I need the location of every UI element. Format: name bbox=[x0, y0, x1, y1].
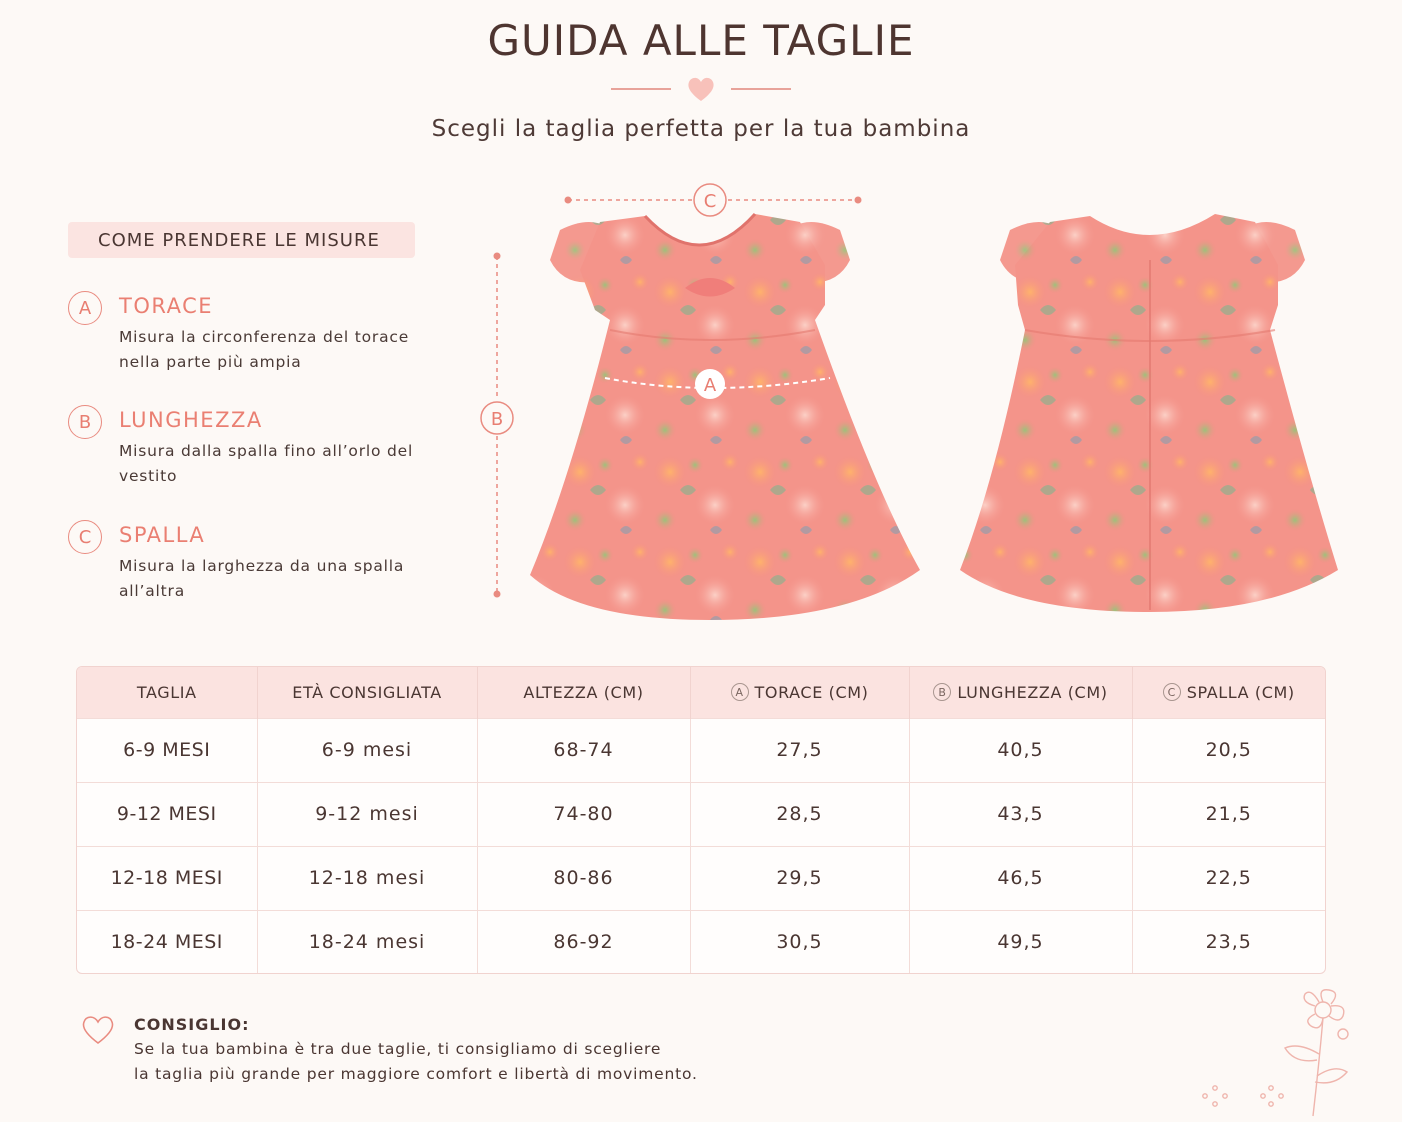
header-chest: A TORACE (CM) bbox=[690, 667, 909, 718]
cell-height: 86-92 bbox=[477, 910, 690, 974]
label-a: A bbox=[703, 375, 717, 396]
tip-title: CONSIGLIO: bbox=[134, 1015, 250, 1034]
length-measure-line bbox=[481, 253, 513, 598]
cell-length: 46,5 bbox=[909, 846, 1132, 910]
heart-icon bbox=[685, 74, 717, 104]
tip-line-1: Se la tua bambina è tra due taglie, ti consigliamo di scegliere bbox=[134, 1040, 662, 1058]
cell-shoulder: 22,5 bbox=[1132, 846, 1325, 910]
size-table bbox=[76, 666, 1326, 974]
dress-back bbox=[960, 214, 1338, 612]
cell-length: 43,5 bbox=[909, 782, 1132, 846]
table-row bbox=[77, 846, 1325, 910]
shoulder-measure-line bbox=[565, 184, 862, 216]
how-to-measure-label: COME PRENDERE LE MISURE bbox=[68, 222, 415, 258]
cell-size: 6-9 MESI bbox=[77, 718, 257, 782]
table-header-row bbox=[77, 667, 1325, 718]
header-length: B LUNGHEZZA (CM) bbox=[909, 667, 1132, 718]
cell-size: 9-12 MESI bbox=[77, 782, 257, 846]
flower-decoration-icon bbox=[1195, 984, 1375, 1119]
measure-title: SPALLA bbox=[119, 523, 206, 547]
label-c: C bbox=[703, 191, 717, 212]
table-row bbox=[77, 782, 1325, 846]
table-row bbox=[77, 910, 1325, 974]
cell-chest: 29,5 bbox=[690, 846, 909, 910]
tip-text bbox=[134, 1037, 734, 1087]
measure-item-length bbox=[68, 405, 428, 495]
cell-chest: 30,5 bbox=[690, 910, 909, 974]
cell-size: 18-24 MESI bbox=[77, 910, 257, 974]
measure-item-chest bbox=[68, 291, 428, 381]
cell-age: 6-9 mesi bbox=[257, 718, 477, 782]
cell-age: 12-18 mesi bbox=[257, 846, 477, 910]
cell-chest: 28,5 bbox=[690, 782, 909, 846]
letter-c-icon: C bbox=[68, 520, 102, 554]
cell-height: 68-74 bbox=[477, 718, 690, 782]
cell-length: 49,5 bbox=[909, 910, 1132, 974]
measure-description: Misura la circonferenza del torace nella parte più ampia bbox=[119, 328, 410, 371]
page-title: GUIDA ALLE TAGLIE bbox=[487, 16, 915, 65]
cell-length: 40,5 bbox=[909, 718, 1132, 782]
header-age: ETÀ CONSIGLIATA bbox=[257, 667, 477, 718]
letter-b-icon: B bbox=[933, 683, 951, 701]
dress-diagram bbox=[470, 180, 1380, 640]
label-b: B bbox=[490, 409, 504, 430]
header-size: TAGLIA bbox=[77, 667, 257, 718]
cell-size: 12-18 MESI bbox=[77, 846, 257, 910]
dress-front bbox=[530, 214, 920, 620]
letter-a-icon: A bbox=[731, 683, 749, 701]
measure-title: TORACE bbox=[119, 294, 214, 318]
measure-title: LUNGHEZZA bbox=[119, 408, 263, 432]
title-divider bbox=[611, 74, 791, 104]
cell-age: 18-24 mesi bbox=[257, 910, 477, 974]
tip-line-2: la taglia più grande per maggiore comfort e libertà di movimento. bbox=[134, 1065, 698, 1083]
measure-description: Misura la larghezza da una spalla all’altra bbox=[119, 557, 405, 600]
table-row bbox=[77, 718, 1325, 782]
cell-age: 9-12 mesi bbox=[257, 782, 477, 846]
divider-line-right bbox=[731, 88, 791, 90]
divider-line-left bbox=[611, 88, 671, 90]
measure-description: Misura dalla spalla fino all’orlo del vestito bbox=[119, 442, 414, 485]
page-subtitle: Scegli la taglia perfetta per la tua bambina bbox=[431, 116, 971, 142]
cell-shoulder: 20,5 bbox=[1132, 718, 1325, 782]
header-shoulder: C SPALLA (CM) bbox=[1132, 667, 1325, 718]
heart-outline-icon bbox=[80, 1013, 116, 1047]
letter-b-icon: B bbox=[68, 405, 102, 439]
cell-height: 74-80 bbox=[477, 782, 690, 846]
cell-shoulder: 23,5 bbox=[1132, 910, 1325, 974]
cell-height: 80-86 bbox=[477, 846, 690, 910]
cell-shoulder: 21,5 bbox=[1132, 782, 1325, 846]
cell-chest: 27,5 bbox=[690, 718, 909, 782]
letter-a-icon: A bbox=[68, 291, 102, 325]
letter-c-icon: C bbox=[1163, 683, 1181, 701]
header-height: ALTEZZA (CM) bbox=[477, 667, 690, 718]
measure-item-shoulder bbox=[68, 520, 428, 610]
